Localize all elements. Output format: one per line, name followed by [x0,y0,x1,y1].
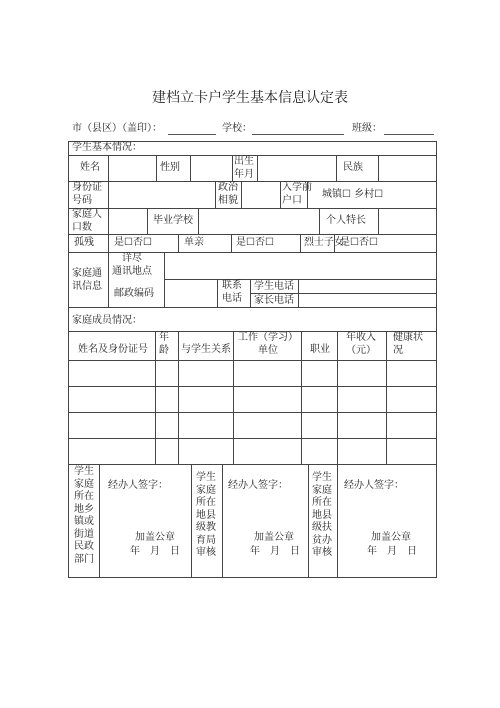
label-address: 详尽 通讯地点 [112,253,152,277]
member-row[interactable] [69,413,435,437]
label-postcode: 邮政编码 [114,288,154,299]
name-field[interactable] [109,156,155,180]
parent-phone-field[interactable] [299,294,435,306]
education-signer[interactable]: 经办人签字： [228,480,288,491]
label-birth: 出生 年月 [234,156,254,180]
approval-poverty-office-label: 学生 家庭 所在 地县 级扶 贫办 审核 [312,472,332,558]
col-occupation: 职业 [310,344,330,355]
address-field[interactable] [165,253,435,278]
label-gender: 性别 [160,162,180,173]
education-seal: 加盖公章 [254,532,294,543]
label-martyr: 烈士子女 [304,237,344,248]
label-family-info: 家庭通 讯信息 [72,268,102,292]
orphan-checkboxes[interactable]: 是☐否☐ [114,237,152,248]
col-age: 年 龄 [159,332,169,356]
poverty-office-signer[interactable]: 经办人签字： [344,480,404,491]
education-date[interactable]: 年 月 日 [250,546,300,557]
col-health: 健康状 况 [393,332,423,356]
poverty-office-seal: 加盖公章 [371,532,411,543]
city-label: 市（县区）（盖印）： [72,123,162,134]
single-parent-checkboxes[interactable]: 是☐否☐ [236,237,274,248]
member-row[interactable] [69,439,435,463]
grad-school-field[interactable] [199,209,318,233]
specialty-field[interactable] [379,209,435,233]
gender-field[interactable] [191,156,231,180]
col-relation: 与学生关系 [181,344,231,355]
label-admission: 入学前 户口 [282,182,312,206]
label-id-number: 身份证 号码 [72,182,102,206]
label-family-size: 家庭人 口数 [72,209,102,233]
label-name: 姓名 [80,162,100,173]
postcode-field[interactable] [165,280,216,306]
member-row[interactable] [69,387,435,411]
label-political: 政治 相貌 [218,182,238,206]
school-label: 学校： [222,123,252,134]
residence-checkboxes[interactable]: 城镇☐ 乡村☐ [322,189,384,200]
member-row[interactable] [69,361,435,385]
approval-education-label: 学生 家庭 所在 地县 级教 育局 审核 [196,472,216,558]
student-phone-field[interactable] [299,280,435,292]
label-phone: 联系 电话 [222,280,242,304]
martyr-checkboxes[interactable]: 是☐否☐ [340,237,378,248]
id-number-field[interactable] [109,182,214,207]
col-income: 年收入 （元） [346,332,376,356]
label-student-phone: 学生电话 [254,281,294,292]
poverty-office-date[interactable]: 年 月 日 [367,546,417,557]
civil-affairs-seal: 加盖公章 [135,532,175,543]
family-size-field[interactable] [109,209,146,233]
label-single-parent: 单亲 [184,237,204,248]
city-field[interactable] [168,134,216,135]
col-work: 工作（学习） 单位 [238,332,298,356]
label-orphan: 孤残 [74,237,94,248]
section-basic-heading: 学生基本情况： [72,142,142,153]
label-ethnicity: 民族 [343,162,363,173]
grade-label: 班级： [352,123,382,134]
political-field[interactable] [242,182,279,207]
section-members-heading: 家庭成员情况： [72,315,142,326]
grade-field[interactable] [384,134,434,135]
form-title: 建档立卡户学生基本信息认定表 [152,90,348,106]
civil-affairs-signer[interactable]: 经办人签字： [108,480,168,491]
label-specialty: 个人特长 [326,215,366,226]
label-parent-phone: 家长电话 [254,295,294,306]
civil-affairs-date[interactable]: 年 月 日 [130,546,180,557]
col-name-id: 姓名及身份证号 [78,344,148,355]
birth-field[interactable] [258,156,335,180]
approval-civil-affairs-label: 学生 家庭 所在 地乡 镇或 街道 民政 部门 [74,466,94,565]
label-grad-school: 毕业学校 [153,215,193,226]
ethnicity-field[interactable] [379,156,435,180]
school-field[interactable] [252,134,344,135]
